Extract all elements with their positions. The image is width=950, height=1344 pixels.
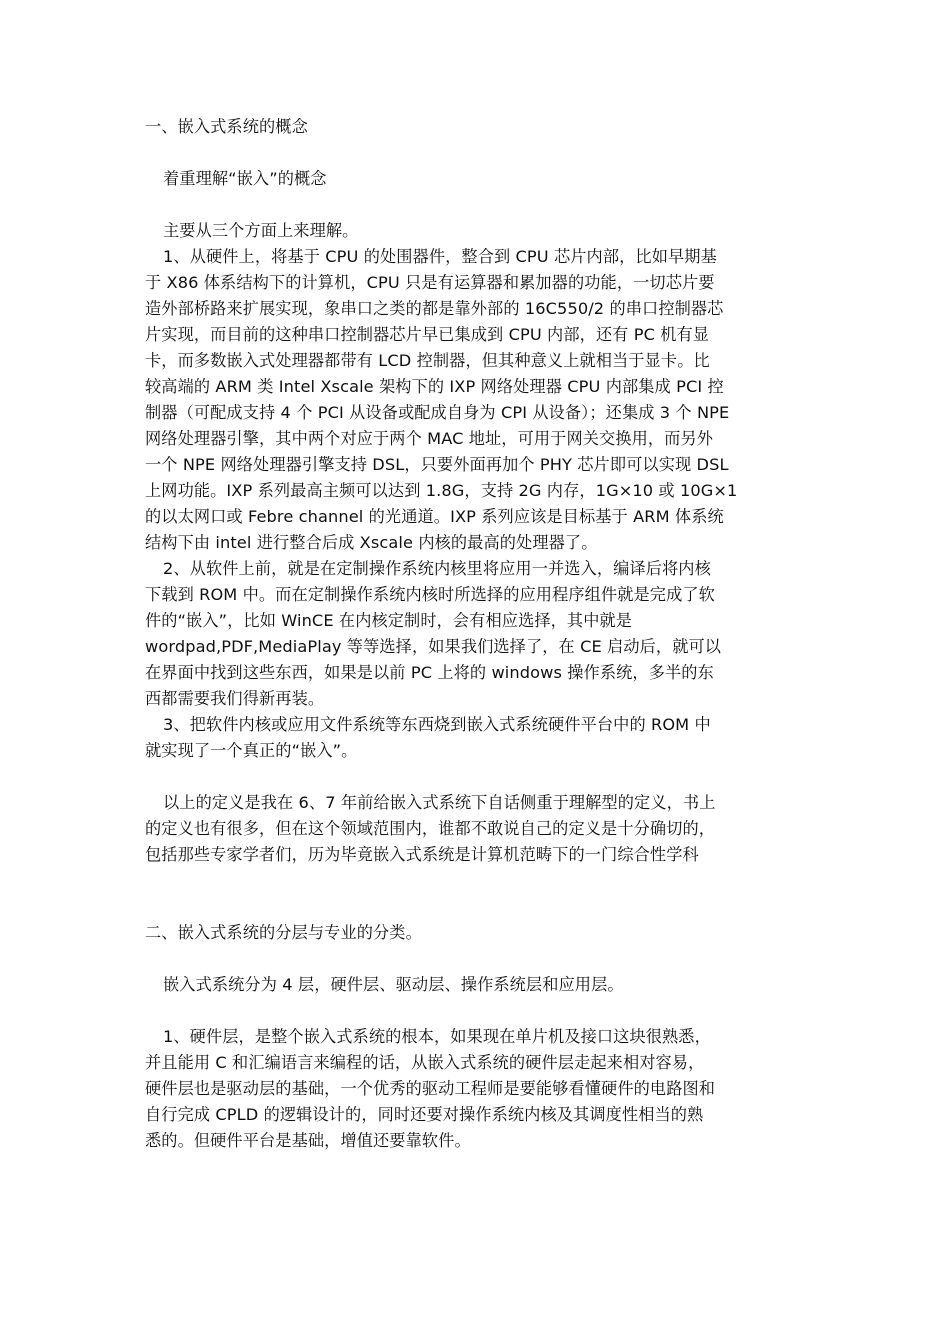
paragraph-line: 并且能用 C 和汇编语言来编程的话，从嵌入式系统的硬件层走起来相对容易， <box>145 1053 705 1072</box>
paragraph-line: 西都需要我们得新再装。 <box>145 689 325 708</box>
section-2-heading: 二、嵌入式系统的分层与专业的分类。 <box>145 923 422 942</box>
paragraph-line: 制器（可配成支持 4 个 PCI 从设备或配成自身为 CPI 从设备）；还集成 3 个 NPE <box>145 403 730 422</box>
paragraph-line: 硬件层也是驱动层的基础，一个优秀的驱动工程师是要能够看懂硬件的电路图和 <box>145 1079 716 1098</box>
paragraph-line: 网络处理器引擎，其中两个对应于两个 MAC 地址，可用于网关交换用，而另外 <box>145 429 714 448</box>
paragraph-hardware <box>145 244 810 556</box>
paragraph-line: 片实现，而目前的这种串口控制器芯片早已集成到 CPU 内部，还有 PC 机有显 <box>145 325 710 344</box>
paragraph-line: 就实现了一个真正的“嵌入”。 <box>145 741 358 760</box>
paragraph-line: wordpad,PDF,MediaPlay 等等选择，如果我们选择了，在 CE 启动后，就可以 <box>145 637 722 656</box>
paragraph-line: 包括那些专家学者们，历为毕竟嵌入式系统是计算机范畴下的一门综合性学科 <box>145 845 699 864</box>
paragraph-line: 下载到 ROM 中。而在定制操作系统内核时所选择的应用程序组件就是完成了软 <box>145 585 715 604</box>
paragraph-line: 的定义也有很多，但在这个领域范围内，谁都不敢说自己的定义是十分确切的， <box>145 819 716 838</box>
paragraph-line: 卡，而多数嵌入式处理器都带有 LCD 控制器，但其种意义上就相当于显卡。比 <box>145 351 710 370</box>
paragraph-line: 造外部桥路来扩展实现，象串口之类的都是靠外部的 16C550/2 的串口控制器芯 <box>145 299 724 318</box>
paragraph-software <box>145 556 810 712</box>
paragraph-line: 在界面中找到这些东西，如果是以前 PC 上将的 windows 操作系统，多半的东 <box>145 663 714 682</box>
paragraph-line: 于 X86 体系结构下的计算机，CPU 只是有运算器和累加器的功能，一切芯片要 <box>145 273 715 292</box>
paragraph-line: 的以太网口或 Febre channel 的光通道。IXP 系列应该是目标基于 ARM 体系统 <box>145 507 724 526</box>
paragraph-hardware-layer <box>145 1024 810 1154</box>
paragraph-line: 自行完成 CPLD 的逻辑设计的，同时还要对操作系统内核及其调度性相当的熟 <box>145 1105 704 1124</box>
paragraph-line: 悉的。但硬件平台是基础，增值还要靠软件。 <box>145 1131 471 1150</box>
paragraph-line: 2、从软件上前，就是在定制操作系统内核里将应用一并选入，编译后将内核 <box>163 559 711 578</box>
section-1-intro-2: 主要从三个方面上来理解。 <box>163 221 359 240</box>
paragraph-line: 一个 NPE 网络处理器引擎支持 DSL，只要外面再加个 PHY 芯片即可以实现 DSL <box>145 455 729 474</box>
section-1-intro-1: 着重理解“嵌入”的概念 <box>163 169 327 188</box>
section-2-intro: 嵌入式系统分为 4 层，硬件层、驱动层、操作系统层和应用层。 <box>163 975 624 994</box>
paragraph-rom <box>145 712 810 764</box>
paragraph-line: 上网功能。IXP 系列最高主频可以达到 1.8G，支持 2G 内存，1G×10 或 10G×1 <box>145 481 738 500</box>
paragraph-line: 1、从硬件上，将基于 CPU 的处围器件，整合到 CPU 芯片内部，比如早期基 <box>163 247 717 266</box>
paragraph-line: 较高端的 ARM 类 Intel Xscale 架构下的 IXP 网络处理器 CPU 内部集成 PCI 控 <box>145 377 724 396</box>
paragraph-line: 1、硬件层，是整个嵌入式系统的根本，如果现在单片机及接口这块很熟悉， <box>163 1027 711 1046</box>
paragraph-line: 件的“嵌入”，比如 WinCE 在内核定制时，会有相应选择，其中就是 <box>145 611 633 630</box>
paragraph-line: 3、把软件内核或应用文件系统等东西烧到嵌入式系统硬件平台中的 ROM 中 <box>163 715 711 734</box>
paragraph-line: 以上的定义是我在 6、7 年前给嵌入式系统下自话侧重于理解型的定义，书上 <box>163 793 716 812</box>
paragraph-line: 结构下由 intel 进行整合后成 Xscale 内核的最高的处理器了。 <box>145 533 598 552</box>
section-1-heading: 一、嵌入式系统的概念 <box>145 117 308 136</box>
paragraph-definition-note <box>145 790 810 868</box>
document-body <box>145 114 810 1154</box>
